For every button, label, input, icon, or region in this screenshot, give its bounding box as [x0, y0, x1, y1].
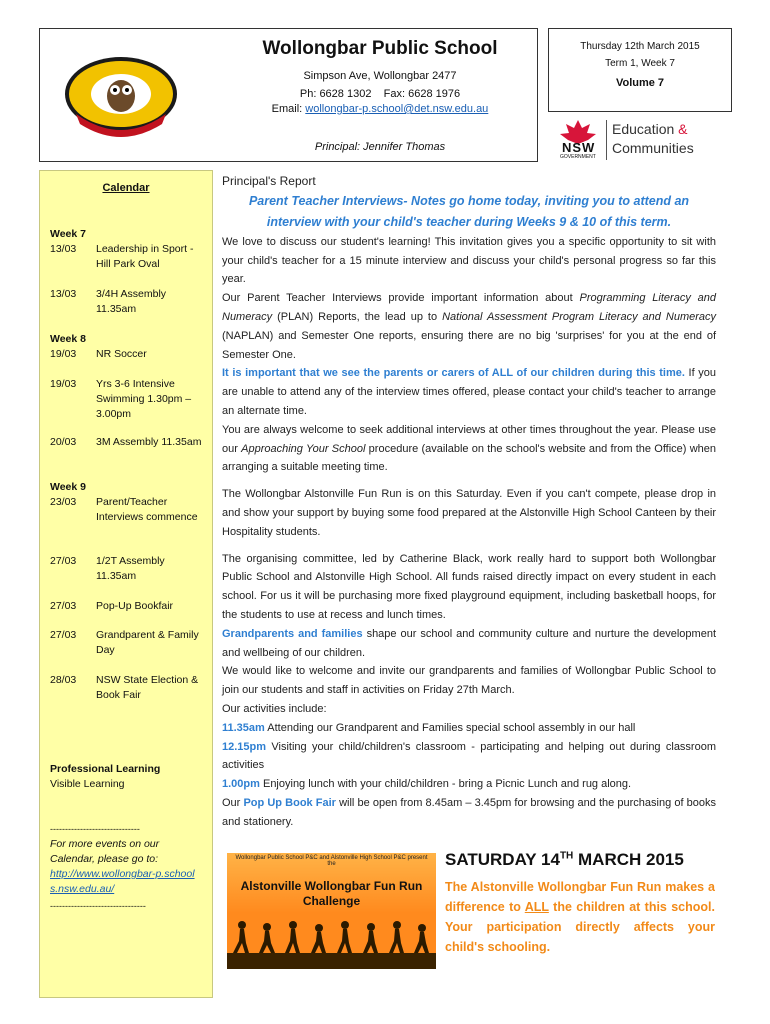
week-heading: Week 8: [50, 333, 86, 345]
event-text: Yrs 3-6 Intensive Swimming 1.30pm – 3.00pm: [96, 378, 192, 420]
nsw-education-logo: [556, 118, 726, 162]
event-text: 1/2T Assembly 11.35am: [96, 555, 165, 582]
book-fair-paragraph: Our Pop Up Book Fair will be open from 8.45am – 3.45pm for browsing and the purchasing of books and stationery.: [222, 796, 716, 828]
event-text: NR Soccer: [96, 348, 147, 360]
issue-term: Term 1, Week 7: [605, 58, 675, 69]
activity-item: 12.15pm Visiting your child/children's classroom - participating and helping out during classroom activities: [222, 740, 716, 772]
event-date: 27/03: [50, 629, 77, 641]
fun-run-title: Alstonville Wollongbar Fun Run Challenge: [240, 879, 423, 908]
issue-volume: Volume 7: [615, 77, 665, 89]
event-date: 13/03: [50, 288, 77, 300]
calendar-title: Calendar: [102, 182, 150, 194]
runners-silhouette-icon: [227, 853, 436, 969]
event-date: 19/03: [50, 378, 77, 390]
event-text: NSW State Election & Book Fair: [96, 674, 199, 701]
event-text: Pop-Up Bookfair: [96, 600, 174, 612]
principal-name: Principal: Jennifer Thomas: [314, 141, 446, 153]
report-title: Principal's Report: [222, 174, 316, 188]
address-line: Simpson Ave, Wollongbar 2477: [303, 70, 457, 82]
fun-run-paragraph: The Wollongbar Alstonville Fun Run is on this Saturday. Even if you can't compete, please drop in and show your support by buying some food prepared at the Alstonville High School Canteen by their Hospitality students.: [222, 488, 716, 538]
week-heading: Week 9: [50, 481, 86, 493]
school-logo: [56, 54, 186, 138]
phone-fax-line: Ph: 6628 1302 Fax: 6628 1976: [299, 88, 461, 100]
email-link[interactable]: wollongbar-p.school@det.nsw.edu.au: [305, 103, 489, 115]
event-date: 13/03: [50, 243, 77, 255]
divider-dashes: ------------------------------: [50, 824, 140, 834]
nsw-label: NSW: [562, 140, 596, 155]
committee-paragraph: The organising committee, led by Catherine Black, work really hard to support both Wollongbar Public School and Alstonville High School. All funds raised directly impact on every student in each school. For us it will be purchasing more fixed playground equipment, including basketball hoops, for the students to use at recess and lunch times.: [222, 552, 716, 621]
paragraph: Our activities include:: [222, 702, 327, 715]
interviews-subheading: Parent Teacher Interviews- Notes go home today, inviting you to attend an interview with your child's teacher during Weeks 9 & 10 of this term.: [248, 193, 690, 229]
event-text: Parent/Teacher Interviews commence: [96, 496, 198, 523]
fun-run-presenters: Wollongbar Public School P&C and Alstonville High School P&C present the: [235, 855, 428, 867]
issue-date: Thursday 12th March 2015: [580, 41, 700, 52]
school-address: [230, 67, 530, 103]
event-text: 3/4H Assembly 11.35am: [96, 288, 167, 315]
email-label: Email:: [271, 103, 306, 115]
email-line: [230, 103, 530, 115]
paragraph: Our Parent Teacher Interviews provide important information about Programming Literacy and Numeracy (PLAN) Reports, the lead up to National Assessment Program Literacy and Numeracy (NAPLAN) and Semester One reports, ensuring there are no big 'surprises' for you at the end of Semester One.: [222, 292, 717, 361]
event-date: 28/03: [50, 674, 77, 686]
more-events-text: For more events on our Calendar, please go to:: [50, 838, 160, 865]
school-website-link[interactable]: http://www.wollongbar-p.schools.nsw.edu.au/: [50, 868, 195, 895]
event-date: 19/03: [50, 348, 77, 360]
paragraph: We would like to welcome and invite our grandparents and families of Wollongbar Public School to join our students and staff in activities on Friday 27th March.: [222, 665, 716, 697]
dept-line1: Education &: [612, 121, 688, 137]
issue-info-box: [548, 28, 732, 112]
school-name: Wollongbar Public School: [262, 38, 498, 59]
paragraph: Grandparents and families shape our school and community culture and nurture the development and wellbeing of our children.: [222, 627, 716, 659]
divider-dashes: --------------------------------: [50, 901, 146, 911]
nsw-gov: GOVERNMENT: [560, 154, 596, 160]
event-text: Grandparent & Family Day: [96, 629, 199, 656]
activity-item: 1.00pm Enjoying lunch with your child/children - bring a Picnic Lunch and rug along.: [222, 778, 632, 791]
activity-item: 11.35am Attending our Grandparent and Families special school assembly in our hall: [222, 721, 636, 734]
paragraph: You are always welcome to seek additional interviews at other times throughout the year. Please use our Approaching Your School procedure (available on the school's website and from the Office) when arranging a suitable meeting time.: [222, 423, 716, 474]
event-date: 23/03: [50, 496, 77, 508]
event-date: 27/03: [50, 555, 77, 567]
fun-run-banner: [227, 853, 436, 969]
fun-run-message: The Alstonville Wollongbar Fun Run makes a difference to ALL the children at this school. Your participation directly affects your child's schooling.: [445, 880, 715, 954]
event-date: 20/03: [50, 436, 77, 448]
fun-run-date: SATURDAY 14TH MARCH 2015: [445, 850, 684, 869]
event-date: 27/03: [50, 600, 77, 612]
dept-line2: Communities: [612, 140, 694, 156]
paragraph: It is important that we see the parents or carers of ALL of our children during this time. If you are unable to attend any of the interview times offered, please contact your child's teacher to arrange an alternate time.: [222, 367, 717, 417]
paragraph: We love to discuss our student's learning! This invitation gives you a specific opportunity to sit with your child's teacher for a 15 minute interview and discuss your child's personal progress so far this year.: [222, 235, 716, 286]
event-text: Leadership in Sport - Hill Park Oval: [96, 243, 194, 270]
week-heading: Week 7: [50, 228, 86, 240]
main-content: [222, 172, 716, 832]
pl-title: Professional Learning: [50, 763, 161, 775]
calendar-sidebar: [39, 170, 213, 998]
pl-text: Visible Learning: [50, 778, 125, 790]
event-text: 3M Assembly 11.35am: [96, 436, 202, 448]
